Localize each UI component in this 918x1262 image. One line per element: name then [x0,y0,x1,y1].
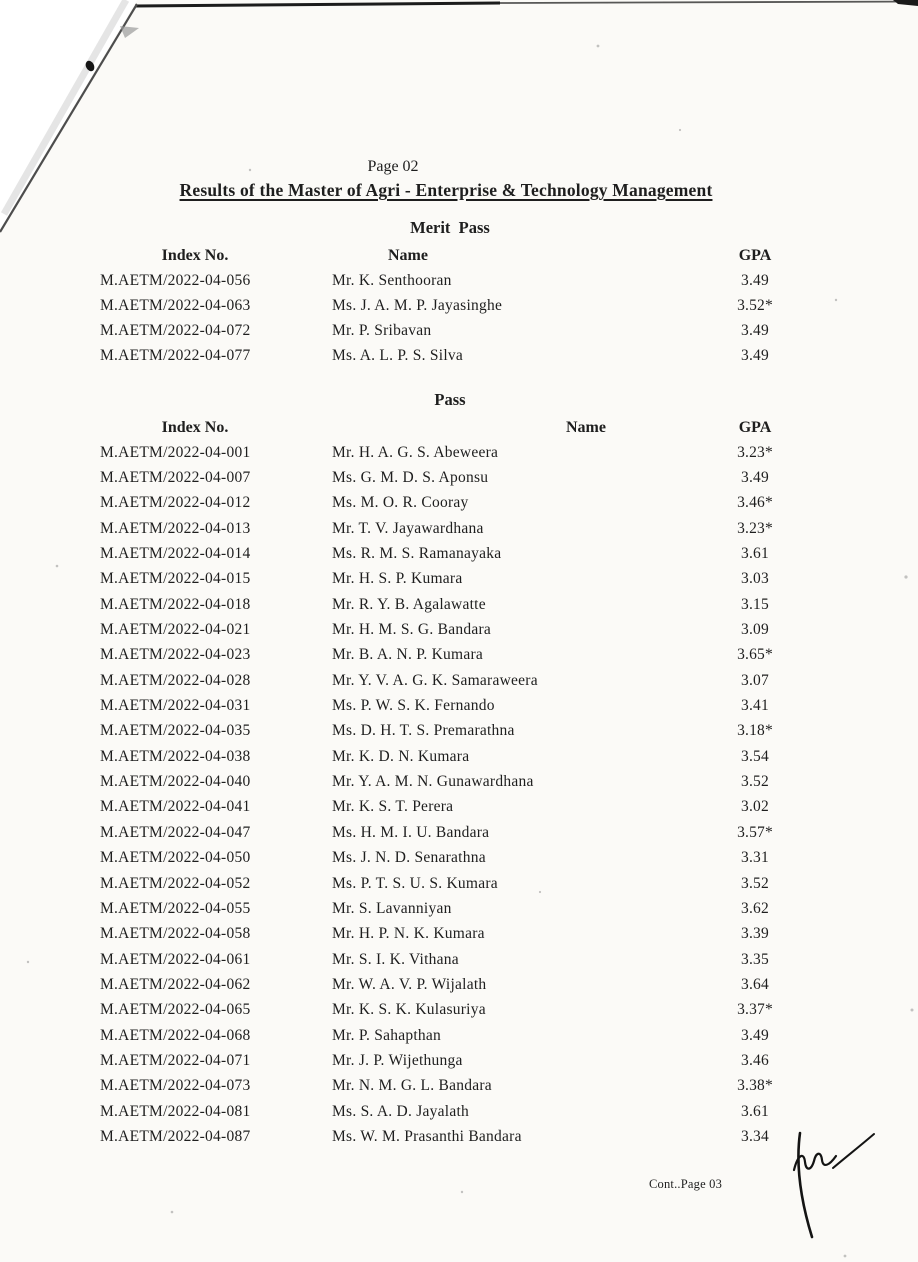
table-row [100,465,800,490]
cell-name: Mr. H. A. G. S. Abeweera [332,443,499,461]
table-row [100,1074,800,1099]
cell-name: Ms. W. M. Prasanthi Bandara [332,1127,522,1145]
cell-index: M.AETM/2022-04-065 [100,1001,251,1019]
cell-index: M.AETM/2022-04-071 [100,1051,251,1069]
cell-index: M.AETM/2022-04-063 [100,296,251,314]
cell-gpa: 3.31 [741,849,769,867]
cell-name: Ms. A. L. P. S. Silva [332,346,464,364]
table-row [100,871,800,896]
cell-name: Mr. J. P. Wijethunga [332,1051,463,1069]
cell-index: M.AETM/2022-04-018 [100,595,251,613]
cell-index: M.AETM/2022-04-087 [100,1127,251,1145]
cell-gpa: 3.57* [737,823,773,841]
cell-index: M.AETM/2022-04-047 [100,823,251,841]
pass-rows [100,440,800,1150]
table-row [100,491,800,516]
cell-name: Mr. B. A. N. P. Kumara [332,646,484,664]
cell-gpa: 3.52 [741,874,769,892]
cell-gpa: 3.64 [741,975,769,993]
merit-pass-section [100,218,800,368]
column-header-name: Name [388,247,428,264]
cell-name: Mr. Y. V. A. G. K. Samaraweera [332,671,538,689]
staple-mark [84,59,96,72]
cell-gpa: 3.15 [741,595,769,613]
column-header-gpa: GPA [738,419,772,436]
table-row [100,896,800,921]
cell-index: M.AETM/2022-04-021 [100,621,251,639]
cell-gpa: 3.61 [741,1102,769,1120]
cell-gpa: 3.03 [741,570,769,588]
cell-gpa: 3.46* [737,494,773,512]
cell-gpa: 3.46 [741,1051,769,1069]
cell-name: Ms. R. M. S. Ramanayaka [332,545,502,563]
table-row [100,820,800,845]
cell-gpa: 3.34 [741,1127,769,1145]
table-row [100,567,800,592]
cell-gpa: 3.65* [737,646,773,664]
page-number-label: Page 02 [367,158,419,175]
cell-name: Ms. P. W. S. K. Fernando [332,697,495,715]
cell-name: Ms. S. A. D. Jayalath [332,1102,469,1120]
table-row [100,1124,800,1149]
fold-shadow-mark [120,26,139,38]
pass-heading: Pass [434,390,466,409]
cell-gpa: 3.39 [741,925,769,943]
table-row [100,719,800,744]
cell-name: Mr. K. Senthooran [332,271,452,289]
cell-index: M.AETM/2022-04-035 [100,722,251,740]
cell-gpa: 3.49 [741,271,769,289]
column-header-index: Index No. [161,247,229,264]
table-row [100,440,800,465]
table-row [100,617,800,642]
table-row [100,516,800,541]
cell-index: M.AETM/2022-04-038 [100,747,251,765]
cell-name: Ms. J. N. D. Senarathna [332,849,486,867]
cell-gpa: 3.49 [741,1026,769,1044]
table-row [100,268,800,293]
scan-top-edge-line [135,0,918,6]
cell-name: Mr. N. M. G. L. Bandara [332,1077,492,1095]
cell-index: M.AETM/2022-04-015 [100,570,251,588]
table-row [100,541,800,566]
cell-name: Mr. P. Sahapthan [332,1026,442,1044]
table-row [100,998,800,1023]
cell-gpa: 3.62 [741,899,769,917]
merit-pass-heading: Merit Pass [410,218,490,237]
merit-pass-column-headers [100,244,800,268]
cell-gpa: 3.38* [737,1077,773,1095]
document-title: Results of the Master of Agri - Enterprise & Technology Management [179,180,713,200]
table-row [100,668,800,693]
cell-gpa: 3.35 [741,950,769,968]
cell-gpa: 3.52* [737,296,773,314]
table-row [100,846,800,871]
cell-index: M.AETM/2022-04-001 [100,443,251,461]
cell-name: Ms. J. A. M. P. Jayasinghe [332,296,503,314]
table-row [100,922,800,947]
table-row [100,947,800,972]
table-row [100,1023,800,1048]
cell-index: M.AETM/2022-04-012 [100,494,251,512]
table-row [100,343,800,368]
cell-name: Ms. M. O. R. Cooray [332,494,469,512]
cell-index: M.AETM/2022-04-081 [100,1102,251,1120]
table-row [100,795,800,820]
cell-name: Mr. P. Sribavan [332,321,432,339]
cell-gpa: 3.41 [741,697,769,715]
table-row [100,592,800,617]
merit-pass-rows [100,268,800,368]
cell-index: M.AETM/2022-04-050 [100,849,251,867]
cell-name: Ms. H. M. I. U. Bandara [332,823,490,841]
cell-gpa: 3.07 [741,671,769,689]
cell-name: Mr. K. S. K. Kulasuriya [332,1001,486,1019]
cell-index: M.AETM/2022-04-023 [100,646,251,664]
table-row [100,769,800,794]
cell-gpa: 3.37* [737,1001,773,1019]
signature-mark [794,1133,874,1237]
column-header-gpa: GPA [738,247,772,264]
cell-gpa: 3.09 [741,621,769,639]
cell-name: Mr. Y. A. M. N. Gunawardhana [332,773,534,791]
cell-name: Mr. H. M. S. G. Bandara [332,621,492,639]
table-row [100,972,800,997]
table-row [100,293,800,318]
cell-name: Ms. G. M. D. S. Aponsu [332,469,489,487]
cell-gpa: 3.18* [737,722,773,740]
cell-name: Ms. P. T. S. U. S. Kumara [332,874,498,892]
cell-gpa: 3.23* [737,519,773,537]
cell-gpa: 3.49 [741,469,769,487]
cell-name: Ms. D. H. T. S. Premarathna [332,722,515,740]
cell-name: Mr. R. Y. B. Agalawatte [332,595,486,613]
pass-section [100,390,800,1150]
table-row [100,318,800,343]
cell-index: M.AETM/2022-04-061 [100,950,251,968]
cell-gpa: 3.49 [741,321,769,339]
cell-index: M.AETM/2022-04-058 [100,925,251,943]
cell-gpa: 3.49 [741,346,769,364]
cell-gpa: 3.61 [741,545,769,563]
cell-index: M.AETM/2022-04-031 [100,697,251,715]
cell-index: M.AETM/2022-04-062 [100,975,251,993]
cell-index: M.AETM/2022-04-014 [100,545,251,563]
cell-index: M.AETM/2022-04-077 [100,346,251,364]
table-row [100,1048,800,1073]
cell-name: Mr. K. S. T. Perera [332,798,454,816]
cell-index: M.AETM/2022-04-007 [100,469,251,487]
cell-index: M.AETM/2022-04-052 [100,874,251,892]
table-row [100,643,800,668]
column-header-index: Index No. [161,419,229,436]
cell-index: M.AETM/2022-04-056 [100,271,251,289]
table-row [100,744,800,769]
cell-index: M.AETM/2022-04-041 [100,798,251,816]
cell-index: M.AETM/2022-04-028 [100,671,251,689]
cell-name: Mr. W. A. V. P. Wijalath [332,975,487,993]
cell-name: Mr. K. D. N. Kumara [332,747,470,765]
cell-index: M.AETM/2022-04-068 [100,1026,251,1044]
cell-index: M.AETM/2022-04-013 [100,519,251,537]
column-header-name: Name [566,419,606,436]
cell-name: Mr. S. Lavanniyan [332,899,452,917]
cell-name: Mr. T. V. Jayawardhana [332,519,484,537]
cell-gpa: 3.54 [741,747,769,765]
pass-column-headers [100,416,800,440]
cell-index: M.AETM/2022-04-073 [100,1077,251,1095]
cell-index: M.AETM/2022-04-055 [100,899,251,917]
footer-continuation: Cont..Page 03 [649,1177,723,1191]
cell-name: Mr. H. P. N. K. Kumara [332,925,485,943]
cell-index: M.AETM/2022-04-040 [100,773,251,791]
cell-index: M.AETM/2022-04-072 [100,321,251,339]
cell-name: Mr. S. I. K. Vithana [332,950,459,968]
cell-gpa: 3.52 [741,773,769,791]
cell-gpa: 3.23* [737,443,773,461]
cell-name: Mr. H. S. P. Kumara [332,570,463,588]
cell-gpa: 3.02 [741,798,769,816]
document-header [96,157,796,202]
table-row [100,1099,800,1124]
table-row [100,693,800,718]
